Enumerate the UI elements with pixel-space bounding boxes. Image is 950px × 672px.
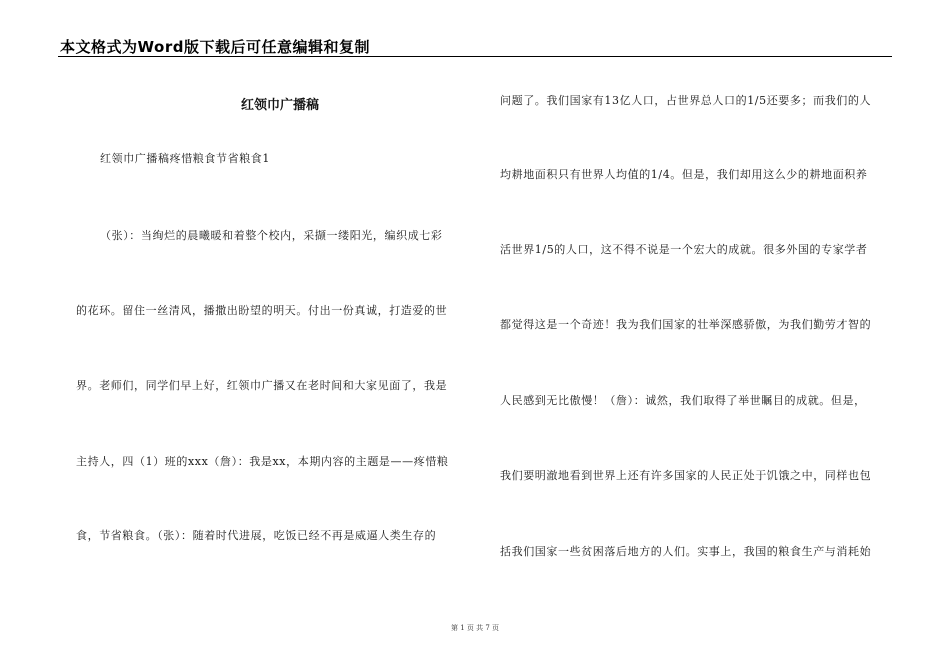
paragraph-line: 的花环。留住一丝清风，播撒出盼望的明天。付出一份真诚，打造爱的世 bbox=[76, 304, 448, 317]
paragraph-line: 界。老师们，同学们早上好，红领巾广播又在老时间和大家见面了，我是 bbox=[76, 379, 448, 392]
paragraph-line: 我们要明澈地看到世界上还有许多国家的人民正处于饥饿之中，同样也包 bbox=[500, 469, 872, 482]
paragraph-line: 均耕地面积只有世界人均值的1/4。但是，我们却用这么少的耕地面积养 bbox=[500, 168, 868, 181]
paragraph-line: 问题了。我们国家有13亿人口，占世界总人口的1/5还要多；而我们的人 bbox=[500, 94, 872, 107]
paragraph-line: 食，节省粮食。（张）：随着时代进展，吃饭已经不再是威逼人类生存的 bbox=[76, 529, 437, 542]
paragraph-line: 活世界1/5的人口，这不得不说是一个宏大的成就。很多外国的专家学者 bbox=[500, 243, 868, 256]
header-banner: 本文格式为Word版下载后可任意编辑和复制 bbox=[60, 38, 370, 56]
paragraph-line: 人民感到无比傲慢！（詹）：诚然，我们取得了举世瞩目的成就。但是， bbox=[500, 394, 866, 407]
paragraph-line: （张）：当绚烂的晨曦暖和着整个校内，采撷一缕阳光，编织成七彩 bbox=[100, 229, 443, 242]
paragraph-line: 主持人，四（1）班的xxx（詹）：我是xx，本期内容的主题是——疼惜粮 bbox=[76, 455, 449, 468]
paragraph-line: 都觉得这是一个奇迹！我为我们国家的壮举深感骄傲，为我们勤劳才智的 bbox=[500, 318, 872, 331]
document-title: 红领巾广播稿 bbox=[240, 98, 319, 113]
paragraph-line: 红领巾广播稿疼惜粮食节省粮食1 bbox=[100, 152, 270, 165]
paragraph-line: 括我们国家一些贫困落后地方的人们。实事上，我国的粮食生产与消耗始 bbox=[500, 545, 872, 558]
header-divider bbox=[58, 56, 892, 57]
page-number: 第 1 页 共 7 页 bbox=[450, 624, 500, 632]
